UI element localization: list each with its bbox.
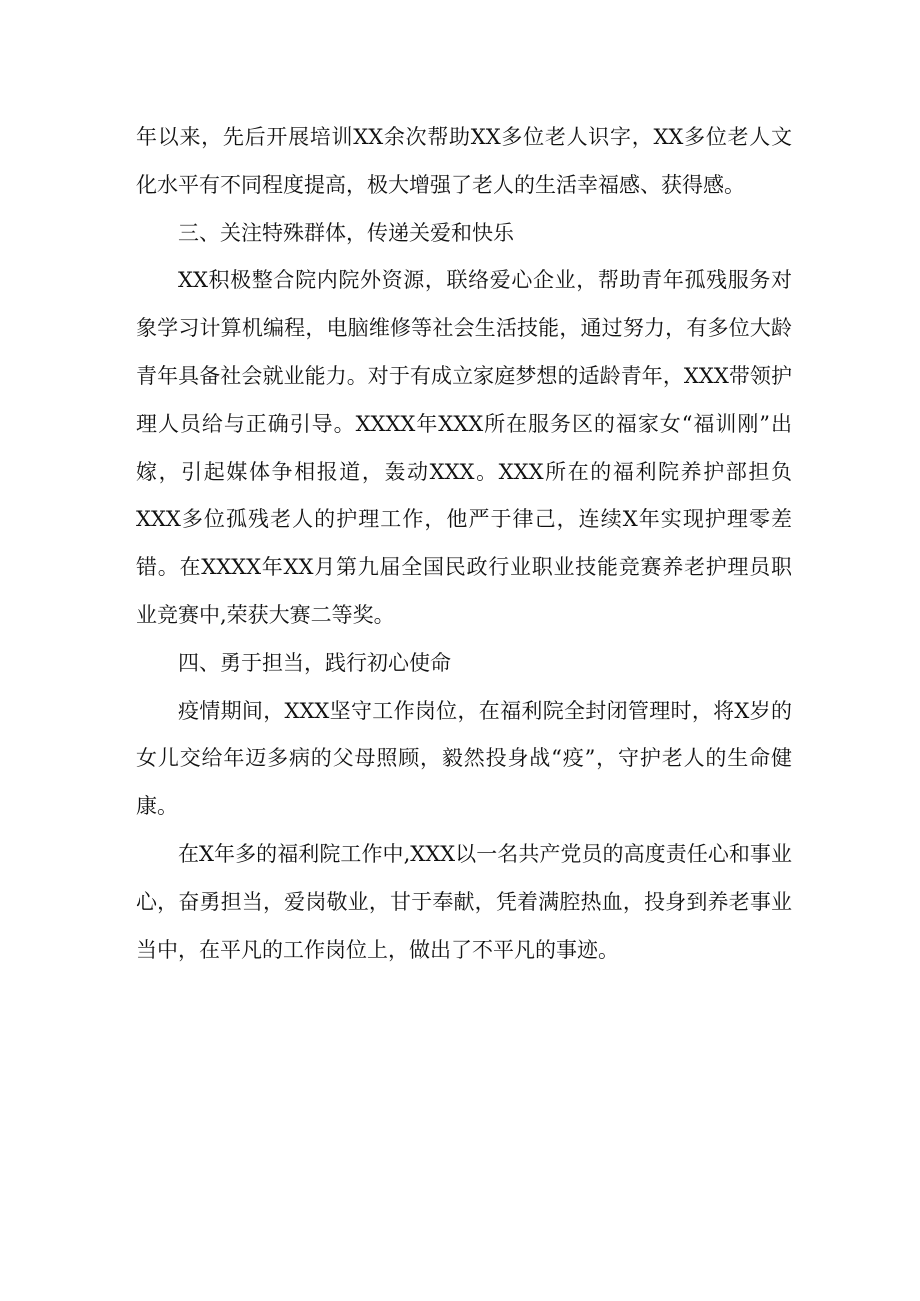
paragraph-continuation: 年以来，先后开展培训XX余次帮助XX多位老人识字，XX多位老人文化水平有不同程度提高，极大增强了老人的生活幸福感、获得感。	[136, 125, 792, 197]
paragraph-summary: 在X年多的福利院工作中,XXX以一名共产党员的高度责任心和事业心，奋勇担当，爱岗敬业，甘于奉献，凭着满腔热血，投身到养老事业当中，在平凡的工作岗位上，做出了不平凡的事迹。	[136, 841, 792, 962]
paragraph-special-groups: XX积极整合院内院外资源，联络爱心企业，帮助青年孤残服务对象学习计算机编程，电脑维修等社会生活技能，通过努力，有多位大龄青年具备社会就业能力。对于有成立家庭梦想的适龄青年，XXX带领护理人员给与正确引导。XXXX年XXX所在服务区的福家女“福训刚”出嫁，引起媒体争相报道，轰动XXX。XXX所在的福利院养护部担负XXX多位孤残老人的护理工作，他严于律己，连续X年实现护理零差错。在XXXX年XX月第九届全国民政行业职业技能竞赛养老护理员职业竞赛中,荣获大赛二等奖。	[136, 268, 792, 627]
section-heading-4: 四、勇于担当，践行初心使命	[178, 650, 451, 675]
section-heading-3: 三、关注特殊群体，传递关爱和快乐	[178, 220, 514, 245]
paragraph-epidemic: 疫情期间，XXX坚守工作岗位，在福利院全封闭管理时，将X岁的女儿交给年迈多病的父母照顾，毅然投身战“疫”，守护老人的生命健康。	[136, 698, 792, 819]
document-body	[136, 114, 792, 974]
